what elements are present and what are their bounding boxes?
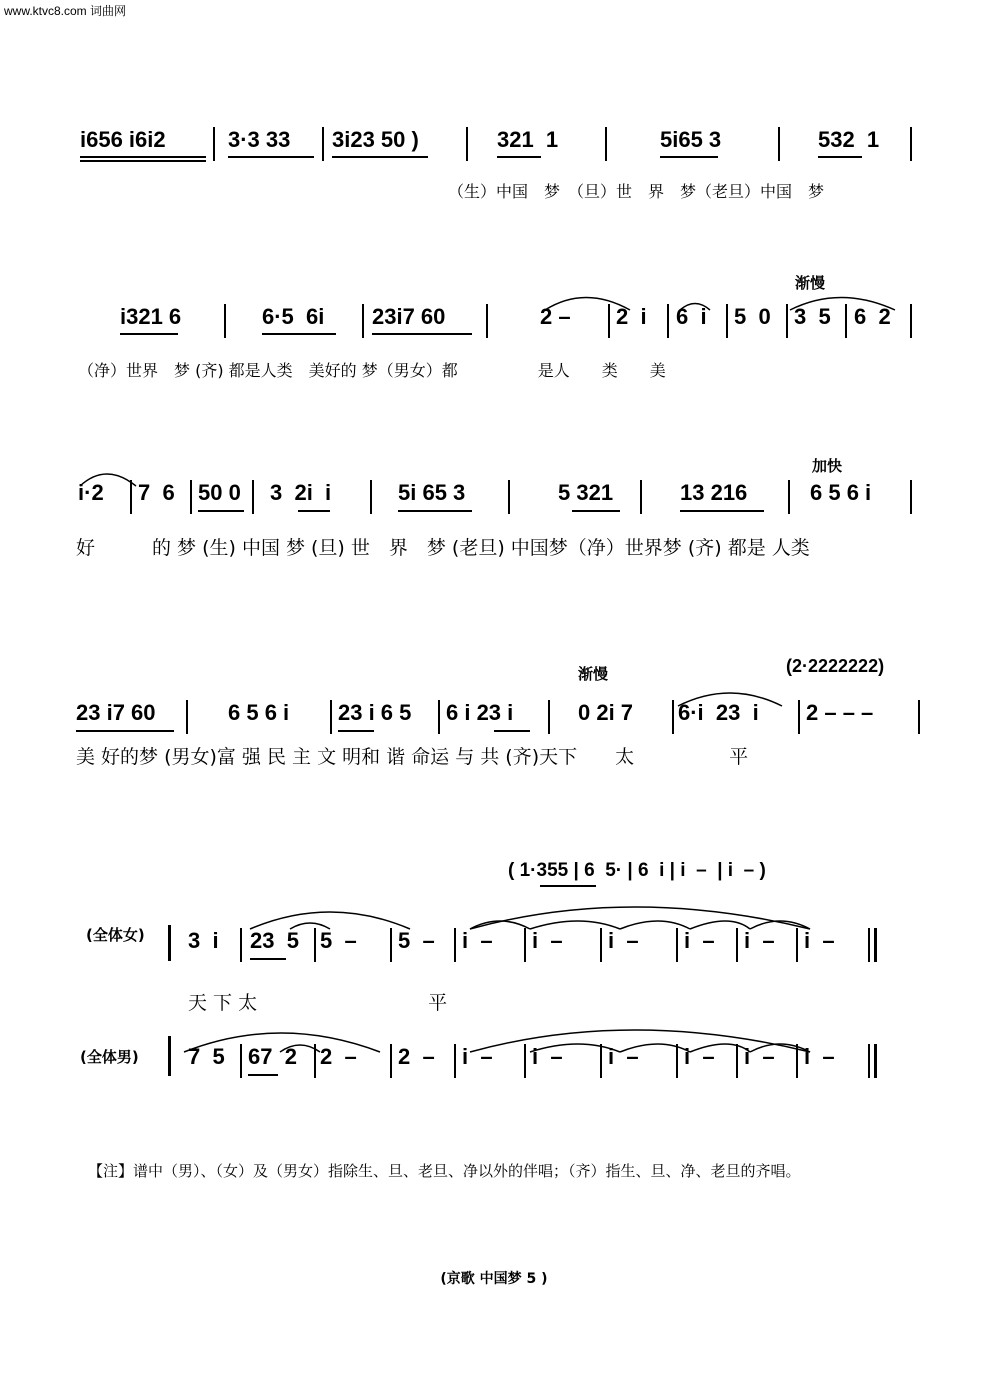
- barline: [640, 480, 642, 514]
- barline: [600, 928, 602, 962]
- measure: 5 –: [398, 928, 435, 953]
- barline: [778, 127, 780, 161]
- barline: [676, 1044, 678, 1078]
- barline: [252, 480, 254, 514]
- beam: [120, 333, 178, 335]
- measure: 5i 65 3: [398, 480, 466, 505]
- barline: [910, 480, 912, 514]
- measure: i –: [804, 1044, 835, 1069]
- final-barline: [874, 928, 877, 962]
- system-2-notes: [0, 304, 988, 344]
- barline: [796, 1044, 798, 1078]
- barline: [910, 304, 912, 338]
- female-lyrics: 天 下 太 平: [188, 992, 448, 1014]
- beam: [398, 510, 472, 512]
- measure: 6 i 23 i: [446, 700, 514, 725]
- barline: [240, 1044, 242, 1078]
- beam: [660, 156, 718, 158]
- measure: 0 2i 7: [578, 700, 634, 725]
- beam: [680, 510, 764, 512]
- barline: [796, 928, 798, 962]
- measure: 2 –: [320, 1044, 357, 1069]
- tempo-mark: 渐慢: [578, 665, 609, 683]
- measure: 7 5: [188, 1044, 225, 1069]
- barline: [524, 928, 526, 962]
- measure: 23 5: [250, 928, 299, 953]
- measure: 5 321: [558, 480, 614, 505]
- beam: [262, 333, 336, 335]
- female-notes: [0, 928, 988, 968]
- measure: 5 0: [734, 304, 771, 329]
- measure: 67 2: [248, 1044, 297, 1069]
- page-footer: (京歌 中国梦 5 ): [440, 1271, 548, 1287]
- measure: 3 i: [188, 928, 219, 953]
- barline: [667, 304, 669, 338]
- beam: [372, 333, 472, 335]
- measure: 3i23 50 ): [332, 127, 419, 152]
- measure: i –: [532, 1044, 563, 1069]
- tempo-mark: 渐慢: [795, 274, 826, 292]
- barline: [676, 928, 678, 962]
- paren-notes: [0, 656, 988, 696]
- measure: 13 216: [680, 480, 748, 505]
- beam: [572, 510, 620, 512]
- barline: [486, 304, 488, 338]
- paren-text: (2·2222222): [786, 656, 885, 676]
- measure: i –: [532, 928, 563, 953]
- measure: 6 i: [676, 304, 707, 329]
- barline: [224, 304, 226, 338]
- barline: [548, 700, 550, 734]
- measure: i –: [462, 1044, 493, 1069]
- beam: [338, 730, 374, 732]
- beam: [494, 730, 530, 732]
- barline: [330, 700, 332, 734]
- measure: 321 1: [497, 127, 559, 152]
- beam: [497, 156, 541, 158]
- beam: [80, 160, 206, 162]
- measure: i –: [744, 928, 775, 953]
- measure: 3 5: [794, 304, 831, 329]
- beam: [250, 958, 286, 960]
- system-4-lyrics: 美 好的梦 (男女)富 强 民 主 文 明和 谐 命运 与 共 (齐)天下 太 平: [76, 746, 749, 768]
- barline: [240, 928, 242, 962]
- male-notes: [0, 1044, 988, 1084]
- system-3-lyrics: 好 的 梦 (生) 中国 梦 (旦) 世 界 梦 (老旦) 中国梦（净）世界梦 (齐) 都是 人类: [76, 537, 810, 559]
- measure: i –: [804, 928, 835, 953]
- measure: 7 6: [138, 480, 175, 505]
- intro-text: ( 1·355 | 6 5· | 6 i | i – | i – ): [508, 860, 766, 881]
- measure: 2 –: [398, 1044, 435, 1069]
- beam: [228, 156, 314, 158]
- barline: [508, 480, 510, 514]
- measure: 5 –: [320, 928, 357, 953]
- beam: [76, 730, 174, 732]
- measure: i –: [684, 1044, 715, 1069]
- male-part-label: (全体男): [80, 1048, 139, 1066]
- barline: [600, 1044, 602, 1078]
- measure: 5i65 3: [660, 127, 722, 152]
- barline: [438, 700, 440, 734]
- barline: [454, 928, 456, 962]
- measure: 6·i 23 i: [678, 700, 759, 725]
- measure: 2 i: [616, 304, 647, 329]
- barline: [672, 700, 674, 734]
- measure: i·2: [78, 480, 104, 505]
- measure: 23 i7 60: [76, 700, 156, 725]
- barline: [190, 480, 192, 514]
- barline: [868, 928, 870, 962]
- barline: [314, 928, 316, 962]
- measure: i –: [462, 928, 493, 953]
- barline: [314, 1044, 316, 1078]
- measure: 3 2i i: [270, 480, 332, 505]
- measure: 2 –: [540, 304, 571, 329]
- measure: i –: [608, 928, 639, 953]
- measure: 50 0: [198, 480, 241, 505]
- barline: [786, 304, 788, 338]
- measure: i –: [608, 1044, 639, 1069]
- barline: [868, 1044, 870, 1078]
- barline: [845, 304, 847, 338]
- beam: [198, 510, 244, 512]
- measure: i656 i6i2: [80, 127, 166, 152]
- beam: [298, 510, 330, 512]
- barline: [322, 127, 324, 161]
- measure: i321 6: [120, 304, 182, 329]
- measure: 3·3 33: [228, 127, 291, 152]
- barline: [466, 127, 468, 161]
- barline: [390, 928, 392, 962]
- barline: [213, 127, 215, 161]
- barline: [736, 1044, 738, 1078]
- barline: [524, 1044, 526, 1078]
- beam: [80, 156, 206, 158]
- measure: i –: [744, 1044, 775, 1069]
- barline: [362, 304, 364, 338]
- footnote: 【注】谱中（男）、（女）及（男女）指除生、旦、老旦、净以外的伴唱；（齐）指生、旦、净、老旦的齐唱。: [88, 1162, 801, 1180]
- beam: [248, 1074, 278, 1076]
- measure: 532 1: [818, 127, 880, 152]
- measure: 6 5 6 i: [228, 700, 290, 725]
- barline: [910, 127, 912, 161]
- barline: [798, 700, 800, 734]
- measure: 6·5 6i: [262, 304, 325, 329]
- female-part-label: (全体女): [86, 926, 145, 944]
- system-2-lyrics: （净）世界 梦 (齐) 都是人类 美好的 梦（男女）都 是人 类 美: [78, 361, 666, 380]
- measure: 6 2: [854, 304, 891, 329]
- beam: [818, 156, 862, 158]
- barline: [788, 480, 790, 514]
- barline: [454, 1044, 456, 1078]
- tempo-mark: 加快: [812, 457, 843, 475]
- barline: [736, 928, 738, 962]
- barline: [130, 480, 132, 514]
- system-3-notes: [0, 480, 988, 520]
- barline: [608, 304, 610, 338]
- final-barline: [874, 1044, 877, 1078]
- measure: 6 5 6 i: [810, 480, 872, 505]
- measure: 23i7 60: [372, 304, 446, 329]
- barline: [390, 1044, 392, 1078]
- measure: i –: [684, 928, 715, 953]
- measure: 2 – – –: [806, 700, 874, 725]
- barline: [918, 700, 920, 734]
- barline: [186, 700, 188, 734]
- beam: [332, 156, 428, 158]
- barline: [605, 127, 607, 161]
- barline: [726, 304, 728, 338]
- measure: 23 i 6 5: [338, 700, 412, 725]
- watermark: www.ktvc8.com 词曲网: [4, 4, 127, 18]
- barline: [370, 480, 372, 514]
- system-4-notes: [0, 700, 988, 740]
- system-1-lyrics: （生）中国 梦 （旦）世 界 梦（老旦）中国 梦: [448, 182, 825, 201]
